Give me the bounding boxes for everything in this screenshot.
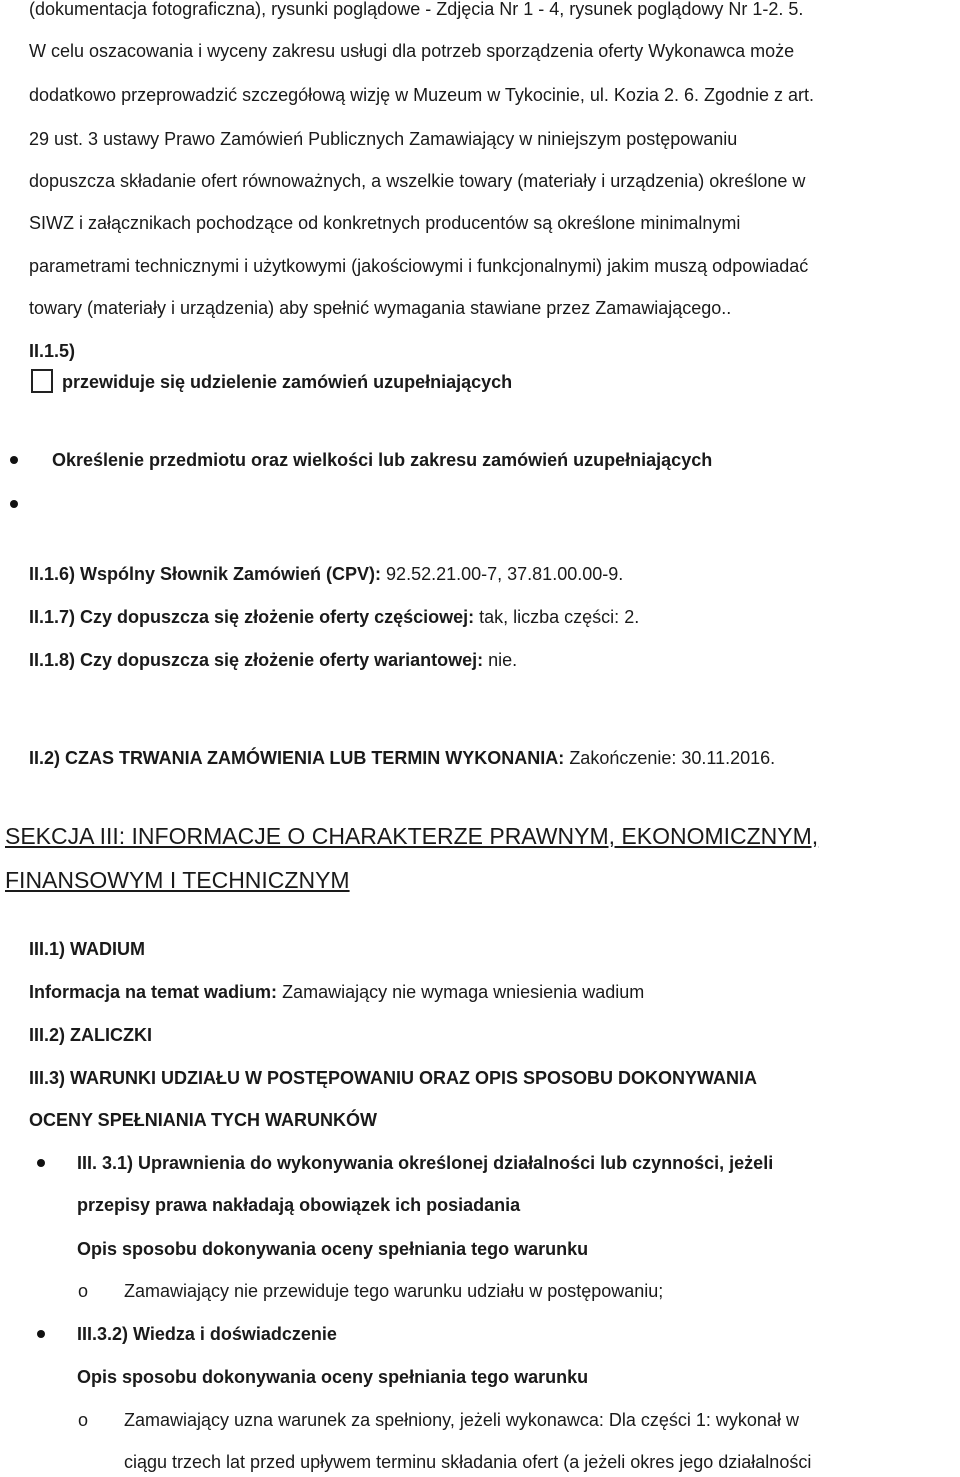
partial-offer-value: tak, liczba części: 2. [474,607,640,627]
paragraph-line: W celu oszacowania i wyceny zakresu usługi dla potrzeb sporządzenia oferty Wykonawca może [29,41,795,61]
condition-desc-label: Opis sposobu dokonywania oceny spełniania tego warunku [77,1367,589,1387]
cpv-label: II.1.6) Wspólny Słownik Zamówień (CPV): [29,564,382,584]
section-heading: SEKCJA III: INFORMACJE O CHARAKTERZE PRAWNYM, EKONOMICZNYM, [5,823,819,849]
bullet-icon [10,456,18,464]
wadium-info-line [29,981,644,1003]
condition-desc-label: Opis sposobu dokonywania oceny spełniania tego warunku [77,1239,589,1259]
conditions-heading: III.3) WARUNKI UDZIAŁU W POSTĘPOWANIU ORAZ OPIS SPOSOBU DOKONYWANIA [29,1068,758,1088]
paragraph-line: towary (materiały i urządzenia) aby spełnić wymagania stawiane przez Zamawiającego.. [29,298,732,318]
bullet-icon [37,1159,45,1167]
duration-line [29,747,775,769]
paragraph-line: dopuszcza składanie ofert równoważnych, a wszelkie towary (materiały i urządzenia) określone w [29,171,806,191]
sub-bullet-marker: o [78,1410,89,1430]
zaliczki-heading: III.2) ZALICZKI [29,1025,152,1045]
condition-sub-text: Zamawiający nie przewiduje tego warunku udziału w postępowaniu; [124,1281,664,1301]
condition-title: przepisy prawa nakładają obowiązek ich posiadania [77,1195,521,1215]
section-label-ii-1-5: II.1.5) [29,341,76,361]
paragraph-line: (dokumentacja fotograficzna), rysunki poglądowe - Zdjęcia Nr 1 - 4, rysunek poglądowy Nr 1-2. 5. [29,0,804,19]
checkbox-label: przewiduje się udzielenie zamówień uzupełniających [62,372,513,392]
bullet-icon [37,1330,45,1338]
duration-label: II.2) CZAS TRWANIA ZAMÓWIENIA LUB TERMIN WYKONANIA: [29,748,565,768]
conditions-heading: OCENY SPEŁNIANIA TYCH WARUNKÓW [29,1110,378,1130]
wadium-info-value: Zamawiający nie wymaga wniesienia wadium [277,982,645,1002]
duration-value: Zakończenie: 30.11.2016. [564,748,776,768]
paragraph-line: dodatkowo przeprowadzić szczegółową wizję w Muzeum w Tykocinie, ul. Kozia 2. 6. Zgodnie z art. [29,85,815,105]
variant-offer-label: II.1.8) Czy dopuszcza się złożenie oferty wariantowej: [29,650,484,670]
section-heading: FINANSOWYM I TECHNICZNYM [5,867,350,893]
paragraph-line: parametrami technicznymi i użytkowymi (jakościowymi i funkcjonalnymi) jakim muszą odpowiadać [29,256,809,276]
partial-offer-label: II.1.7) Czy dopuszcza się złożenie oferty częściowej: [29,607,475,627]
condition-title: III. 3.1) Uprawnienia do wykonywania określonej działalności lub czynności, jeżeli [77,1153,774,1173]
wadium-heading: III.1) WADIUM [29,939,145,959]
condition-title: III.3.2) Wiedza i doświadczenie [77,1324,337,1344]
condition-sub-text: Zamawiający uzna warunek za spełniony, jeżeli wykonawca: Dla części 1: wykonał w [124,1410,799,1430]
bullet-icon [10,500,18,508]
wadium-info-label: Informacja na temat wadium: [29,982,278,1002]
partial-offer-line [29,606,639,628]
condition-sub-text: ciągu trzech lat przed upływem terminu składania ofert (a jeżeli okres jego działalności [124,1452,812,1472]
sub-bullet-marker: o [78,1281,89,1301]
variant-offer-line [29,649,517,671]
cpv-value: 92.52.21.00-7, 37.81.00.00-9. [381,564,624,584]
checkbox[interactable] [31,369,53,393]
paragraph-line: 29 ust. 3 ustawy Prawo Zamówień Publicznych Zamawiający w niniejszym postępowaniu [29,129,738,149]
cpv-line [29,563,623,585]
paragraph-line: SIWZ i załącznikach pochodzące od konkretnych producentów są określone minimalnymi [29,213,741,233]
variant-offer-value: nie. [483,650,518,670]
bullet-text: Określenie przedmiotu oraz wielkości lub zakresu zamówień uzupełniających [52,450,713,470]
